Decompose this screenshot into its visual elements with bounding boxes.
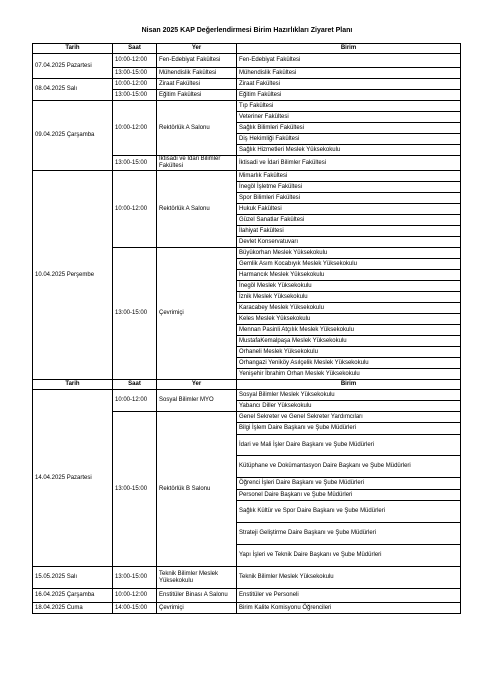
place-cell: Ziraat Fakültesi bbox=[157, 79, 237, 90]
place-cell: Enstitüler Binası A Salonu bbox=[157, 589, 237, 603]
unit-cell: Teknik Bilimler Meslek Yüksekokulu bbox=[237, 567, 461, 589]
place-cell: Teknik Bilimler Meslek Yüksekokulu bbox=[157, 567, 237, 589]
time-header: Saat bbox=[113, 44, 157, 54]
unit-cell: Harmancık Meslek Yüksekokulu bbox=[237, 270, 461, 281]
place-cell: Mühendislik Fakültesi bbox=[157, 68, 237, 79]
table-row bbox=[33, 390, 461, 401]
unit-cell: MustafaKemalpaşa Meslek Yüksekokulu bbox=[237, 336, 461, 347]
date-cell: 08.04.2025 Salı bbox=[33, 79, 113, 101]
unit-cell: Hukuk Fakültesi bbox=[237, 204, 461, 215]
date-header: Tarih bbox=[33, 380, 113, 390]
place-cell: Rektörlük B Salonu bbox=[157, 412, 237, 567]
unit-cell: İnegöl Meslek Yüksekokulu bbox=[237, 281, 461, 292]
unit-cell: Spor Bilimleri Fakültesi bbox=[237, 193, 461, 204]
unit-header: Birim bbox=[237, 44, 461, 54]
unit-cell: Fen-Edebiyat Fakültesi bbox=[237, 54, 461, 68]
unit-cell: Diş Hekimliği Fakültesi bbox=[237, 134, 461, 145]
time-cell: 10:00-12:00 bbox=[113, 390, 157, 412]
header-row bbox=[33, 44, 461, 54]
unit-cell: Mennan Pasinli Atçılık Meslek Yüksekokulu bbox=[237, 325, 461, 336]
table-row bbox=[33, 101, 461, 112]
time-cell: 14:00-15:00 bbox=[113, 603, 157, 614]
time-cell: 13:00-15:00 bbox=[113, 248, 157, 380]
unit-cell: Enstitüler ve Personeli bbox=[237, 589, 461, 603]
unit-cell: Sosyal Bilimler Meslek Yüksekokulu bbox=[237, 390, 461, 401]
place-cell: Rektörlük A Salonu bbox=[157, 101, 237, 156]
unit-cell: İznik Meslek Yüksekokulu bbox=[237, 292, 461, 303]
unit-cell: Gemlik Asım Kocabıyık Meslek Yüksekokulu bbox=[237, 259, 461, 270]
unit-cell: Sağlık Bilimleri Fakültesi bbox=[237, 123, 461, 134]
table-row bbox=[33, 54, 461, 68]
unit-cell: Personel Daire Başkanı ve Şube Müdürleri bbox=[237, 490, 461, 501]
unit-header: Birim bbox=[237, 380, 461, 390]
date-cell: 07.04.2025 Pazartesi bbox=[33, 54, 113, 79]
unit-cell: Tıp Fakültesi bbox=[237, 101, 461, 112]
unit-cell: Öğrenci İşleri Daire Başkanı ve Şube Müdürleri bbox=[237, 478, 461, 490]
unit-cell: Genel Sekreter ve Genel Sekreter Yardımcıları bbox=[237, 412, 461, 423]
date-header: Tarih bbox=[33, 44, 113, 54]
unit-cell: Mimarlık Fakültesi bbox=[237, 171, 461, 182]
time-cell: 13:00-15:00 bbox=[113, 68, 157, 79]
table-row bbox=[33, 589, 461, 603]
time-cell: 10:00-12:00 bbox=[113, 79, 157, 90]
table-row bbox=[33, 603, 461, 614]
table-row bbox=[33, 567, 461, 589]
unit-cell: Keles Meslek Yüksekokulu bbox=[237, 314, 461, 325]
time-cell: 13:00-15:00 bbox=[113, 567, 157, 589]
place-cell: Eğitim Fakültesi bbox=[157, 90, 237, 101]
unit-cell: Orhangazi Yeniköy Asılçelik Meslek Yüksekokulu bbox=[237, 358, 461, 369]
unit-cell: İnegöl İşletme Fakültesi bbox=[237, 182, 461, 193]
date-cell: 18.04.2025 Cuma bbox=[33, 603, 113, 614]
place-cell: Rektörlük A Salonu bbox=[157, 171, 237, 248]
unit-cell: Strateji Geliştirme Daire Başkanı ve Şube Müdürleri bbox=[237, 523, 461, 545]
place-cell: Çevrimiçi bbox=[157, 248, 237, 380]
time-cell: 10:00-12:00 bbox=[113, 589, 157, 603]
unit-cell: Veteriner Fakültesi bbox=[237, 112, 461, 123]
date-cell: 14.04.2025 Pazartesi bbox=[33, 390, 113, 567]
time-header: Saat bbox=[113, 380, 157, 390]
place-cell: Sosyal Bilimler MYO bbox=[157, 390, 237, 412]
visit-plan-table bbox=[32, 43, 461, 614]
time-cell: 13:00-15:00 bbox=[113, 156, 157, 171]
unit-cell: Sağlık Kültür ve Spor Daire Başkanı ve Şube Müdürleri bbox=[237, 501, 461, 523]
place-header: Yer bbox=[157, 44, 237, 54]
unit-cell: Ziraat Fakültesi bbox=[237, 79, 461, 90]
unit-cell: İdari ve Mali İşler Daire Başkanı ve Şube Müdürleri bbox=[237, 435, 461, 456]
unit-cell: Güzel Sanatlar Fakültesi bbox=[237, 215, 461, 226]
date-cell: 10.04.2025 Perşembe bbox=[33, 171, 113, 380]
table-row bbox=[33, 79, 461, 90]
time-cell: 13:00-15:00 bbox=[113, 412, 157, 567]
time-cell: 10:00-12:00 bbox=[113, 101, 157, 156]
time-cell: 10:00-12:00 bbox=[113, 171, 157, 248]
unit-cell: Yenişehir İbrahim Orhan Meslek Yüksekokulu bbox=[237, 369, 461, 380]
unit-cell: İlahiyat Fakültesi bbox=[237, 226, 461, 237]
time-cell: 10:00-12:00 bbox=[113, 54, 157, 68]
unit-cell: Büyükorhan Meslek Yüksekokulu bbox=[237, 248, 461, 259]
document-title: Nisan 2025 KAP Değerlendirmesi Birim Hazırlıkları Ziyaret Planı bbox=[141, 27, 353, 34]
date-cell: 15.05.2025 Salı bbox=[33, 567, 113, 589]
unit-cell: Eğitim Fakültesi bbox=[237, 90, 461, 101]
date-cell: 09.04.2025 Çarşamba bbox=[33, 101, 113, 171]
place-cell: Çevrimiçi bbox=[157, 603, 237, 614]
date-cell: 16.04.2025 Çarşamba bbox=[33, 589, 113, 603]
unit-cell: Devlet Konservatuvarı bbox=[237, 237, 461, 248]
unit-cell: Sağlık Hizmetleri Meslek Yüksekokulu bbox=[237, 145, 461, 156]
unit-cell: Orhaneli Meslek Yüksekokulu bbox=[237, 347, 461, 358]
unit-cell: Karacabey Meslek Yüksekokulu bbox=[237, 303, 461, 314]
unit-cell: Yabancı Diller Yüksekokulu bbox=[237, 401, 461, 412]
place-cell: İktisadi ve İdari Bilimler Fakültesi bbox=[157, 156, 237, 171]
unit-cell: Yapı İşleri ve Teknik Daire Başkanı ve Şube Müdürleri bbox=[237, 545, 461, 567]
header-row bbox=[33, 380, 461, 390]
unit-cell: Kütüphane ve Dokümantasyon Daire Başkanı ve Şube Müdürleri bbox=[237, 456, 461, 478]
place-cell: Fen-Edebiyat Fakültesi bbox=[157, 54, 237, 68]
unit-cell: Mühendislik Fakültesi bbox=[237, 68, 461, 79]
table-row bbox=[33, 171, 461, 182]
time-cell: 13:00-15:00 bbox=[113, 90, 157, 101]
unit-cell: Bilgi İşlem Daire Başkanı ve Şube Müdürleri bbox=[237, 423, 461, 435]
unit-cell: Birim Kalite Komisyonu Öğrencileri bbox=[237, 603, 461, 614]
place-header: Yer bbox=[157, 380, 237, 390]
unit-cell: İktisadi ve İdari Bilimler Fakültesi bbox=[237, 156, 461, 171]
